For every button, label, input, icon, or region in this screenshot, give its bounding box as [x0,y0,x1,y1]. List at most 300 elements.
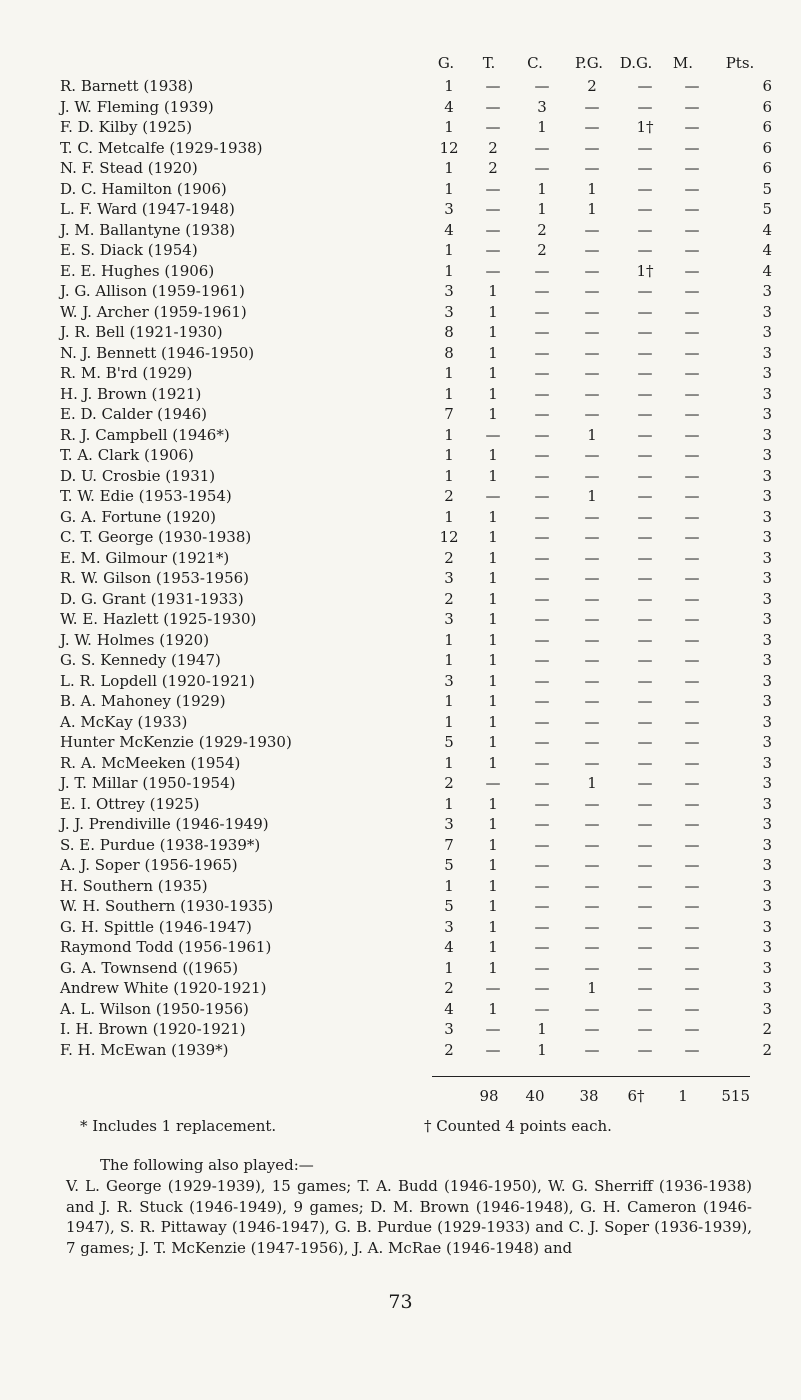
cell-t: 1 [488,569,498,587]
cell-c: — [534,528,550,546]
table-row [60,322,772,343]
cell-g: 1 [444,179,454,198]
cell-m: — [684,979,700,997]
cell-t: — [485,179,501,198]
player-name: W. J. Archer (1959-1961) [60,302,247,321]
cell-dg: — [637,589,653,608]
cell-dg: — [637,384,653,403]
cell-dg: — [637,466,653,485]
player-name: N. J. Bennett (1946-1950) [60,343,255,362]
cell-pg: — [584,548,600,567]
cell-pts: 3 [762,405,772,423]
table-row [60,958,772,979]
cell-t: 1 [488,712,498,731]
cell-g: 8 [444,343,454,362]
cell-g: 2 [444,548,454,567]
table-row [60,527,772,548]
cell-dg: — [637,651,653,669]
player-name: D. G. Grant (1931-1933) [60,589,244,608]
cell-pts: 4 [762,261,772,280]
table-row [60,97,772,118]
table-row [60,220,772,241]
player-name: Raymond Todd (1956-1961) [60,938,272,956]
table-row [60,281,772,302]
player-name: T. W. Edie (1953-1954) [60,487,232,505]
cell-m: — [684,343,700,362]
player-name: E. M. Gilmour (1921*) [60,548,230,567]
cell-pts: 3 [762,733,772,751]
cell-t: 1 [488,999,498,1018]
cell-pts: 6 [762,118,772,136]
table-row [60,978,772,999]
column-header: M. [672,54,694,72]
cell-pg: — [584,917,600,936]
cell-m: — [684,261,700,280]
cell-c: — [534,897,550,915]
total-pg: 38 [579,1087,599,1105]
cell-c: — [534,343,550,362]
cell-pts: 4 [762,220,772,239]
cell-pg: — [584,815,600,833]
cell-pts: 3 [762,548,772,567]
cell-pg: — [584,610,600,628]
player-name: I. H. Brown (1920-1921) [60,1020,246,1038]
cell-pts: 6 [762,77,772,95]
table-row [60,568,772,589]
cell-t: 1 [488,528,498,546]
cell-pts: 3 [762,999,772,1018]
cell-c: — [534,364,550,382]
player-name: L. F. Ward (1947-1948) [60,200,235,218]
cell-t: 1 [488,753,498,772]
cell-c: 3 [537,97,547,116]
cell-pg: — [584,733,600,751]
cell-t: 1 [488,630,498,649]
table-row [60,794,772,815]
cell-dg: — [637,938,653,956]
cell-t: — [485,261,501,280]
cell-t: 1 [488,835,498,854]
cell-c: — [534,466,550,485]
player-name: F. H. McEwan (1939*) [60,1040,229,1059]
cell-dg: — [637,569,653,587]
cell-g: 4 [444,220,454,239]
table-row [60,1019,772,1040]
player-name: E. E. Hughes (1906) [60,261,215,280]
cell-pts: 3 [762,835,772,854]
cell-g: 1 [444,876,454,895]
cell-dg: — [637,815,653,833]
player-name: G. S. Kennedy (1947) [60,651,221,669]
cell-pts: 3 [762,794,772,813]
total-dg: 6† [627,1087,645,1105]
cell-pg: — [584,507,600,526]
cell-c: — [534,384,550,403]
cell-dg: — [637,302,653,321]
table-row [60,999,772,1020]
cell-g: 3 [444,917,454,936]
cell-pg: — [584,569,600,587]
cell-pg: — [584,528,600,546]
cell-pts: 3 [762,671,772,690]
cell-t: — [485,200,501,218]
cell-pg: — [584,630,600,649]
cell-c: 1 [537,1020,547,1038]
cell-pg: — [584,220,600,239]
cell-dg: — [637,487,653,505]
table-row [60,896,772,917]
cell-pg: — [584,159,600,177]
cell-pts: 3 [762,343,772,362]
column-header: C. [527,54,543,72]
cell-pg: — [584,384,600,403]
cell-dg: — [637,77,653,95]
cell-t: — [485,77,501,95]
cell-t: — [485,1040,501,1059]
table-row [60,138,772,159]
cell-c: — [534,323,550,341]
cell-dg: — [637,446,653,464]
player-name: D. U. Crosbie (1931) [60,466,216,485]
table-row [60,302,772,323]
cell-c: — [534,876,550,895]
cell-c: — [534,651,550,669]
cell-dg: — [637,138,653,157]
cell-c: 1 [537,1040,547,1059]
cell-dg: — [637,282,653,300]
column-header: D.G. [619,54,653,72]
cell-pg: — [584,405,600,423]
player-name: E. D. Calder (1946) [60,405,208,423]
cell-t: — [485,425,501,444]
cell-m: — [684,1040,700,1059]
cell-pts: 3 [762,282,772,300]
cell-m: — [684,876,700,895]
table-row [60,814,772,835]
player-name: Andrew White (1920-1921) [60,979,267,997]
cell-c: — [534,958,550,977]
table-row [60,158,772,179]
player-name: E. I. Ottrey (1925) [60,794,200,813]
cell-t: — [485,220,501,239]
player-name: A. J. Soper (1956-1965) [60,856,238,874]
cell-pts: 4 [762,241,772,259]
cell-pg: — [584,999,600,1018]
cell-dg: — [637,528,653,546]
cell-pts: 3 [762,569,772,587]
cell-pts: 3 [762,938,772,956]
cell-m: — [684,589,700,608]
cell-t: 1 [488,671,498,690]
cell-g: 12 [439,138,459,157]
cell-g: 5 [444,733,454,751]
cell-c: — [534,835,550,854]
cell-t: 1 [488,323,498,341]
cell-c: — [534,815,550,833]
cell-g: 1 [444,384,454,403]
player-name: R. M. B'rd (1929) [60,364,193,382]
cell-c: — [534,938,550,956]
table-row [60,1040,772,1061]
cell-pts: 3 [762,876,772,895]
player-name: J. J. Prendiville (1946-1949) [60,815,269,833]
cell-c: — [534,569,550,587]
page-number: 73 [388,1291,413,1313]
player-name: J. T. Millar (1950-1954) [60,774,236,792]
cell-g: 3 [444,671,454,690]
cell-c: — [534,630,550,649]
player-name: R. J. Campbell (1946*) [60,425,230,444]
cell-g: 3 [444,200,454,218]
cell-m: — [684,179,700,198]
cell-dg: — [637,159,653,177]
cell-dg: — [637,671,653,690]
cell-c: — [534,446,550,464]
cell-m: — [684,302,700,321]
cell-g: 1 [444,712,454,731]
cell-c: — [534,610,550,628]
column-header: G. [437,54,455,72]
cell-g: 1 [444,446,454,464]
cell-pg: — [584,138,600,157]
cell-dg: — [637,774,653,792]
cell-c: — [534,77,550,95]
cell-t: — [485,118,501,136]
column-header: P.G. [574,54,604,72]
cell-g: 2 [444,979,454,997]
player-name: T. C. Metcalfe (1929-1938) [60,138,263,157]
cell-c: — [534,405,550,423]
table-row [60,773,772,794]
cell-dg: — [637,220,653,239]
cell-m: — [684,405,700,423]
cell-g: 3 [444,282,454,300]
cell-m: — [684,999,700,1018]
cell-pts: 3 [762,589,772,608]
cell-dg: — [637,897,653,915]
also-played-heading: The following also played:— [100,1156,314,1174]
cell-g: 1 [444,958,454,977]
cell-pts: 3 [762,528,772,546]
cell-m: — [684,774,700,792]
total-pts: 515 [721,1087,750,1105]
cell-pg: 2 [587,77,597,95]
cell-pg: — [584,897,600,915]
cell-m: — [684,323,700,341]
table-row [60,240,772,261]
player-name: T. A. Clark (1906) [60,446,194,464]
cell-dg: — [637,1020,653,1038]
cell-g: 2 [444,589,454,608]
player-name: J. G. Allison (1959-1961) [60,282,245,300]
player-name: E. S. Diack (1954) [60,241,198,259]
cell-m: — [684,528,700,546]
cell-t: 1 [488,282,498,300]
cell-t: 1 [488,692,498,710]
cell-m: — [684,712,700,731]
cell-pts: 3 [762,979,772,997]
cell-pg: — [584,938,600,956]
cell-m: — [684,651,700,669]
cell-m: — [684,938,700,956]
cell-dg: — [637,794,653,813]
cell-g: 1 [444,261,454,280]
cell-t: 1 [488,446,498,464]
cell-pg: — [584,261,600,280]
cell-pts: 3 [762,917,772,936]
cell-c: — [534,712,550,731]
cell-m: — [684,610,700,628]
player-name: J. W. Holmes (1920) [60,630,210,649]
cell-dg: — [637,343,653,362]
cell-pts: 3 [762,487,772,505]
cell-g: 3 [444,302,454,321]
cell-c: — [534,733,550,751]
cell-pg: — [584,282,600,300]
cell-t: — [485,979,501,997]
cell-t: 1 [488,364,498,382]
cell-dg: — [637,323,653,341]
player-name: B. A. Mahoney (1929) [60,692,226,710]
cell-pg: — [584,1040,600,1059]
cell-m: — [684,548,700,567]
cell-c: — [534,282,550,300]
cell-m: — [684,917,700,936]
cell-m: — [684,425,700,444]
cell-m: — [684,835,700,854]
cell-pts: 3 [762,897,772,915]
cell-dg: 1† [636,118,654,136]
cell-c: — [534,487,550,505]
cell-g: 5 [444,856,454,874]
cell-pts: 3 [762,364,772,382]
cell-c: — [534,302,550,321]
cell-m: — [684,569,700,587]
cell-pg: — [584,876,600,895]
cell-dg: — [637,548,653,567]
table-row [60,384,772,405]
cell-pg: 1 [587,774,597,792]
footnote-asterisk: * Includes 1 replacement. [80,1117,277,1135]
cell-g: 3 [444,1020,454,1038]
cell-t: 1 [488,651,498,669]
cell-t: 1 [488,733,498,751]
cell-g: 12 [439,528,459,546]
totals-rule [432,1076,750,1077]
player-name: C. T. George (1930-1938) [60,528,252,546]
cell-dg: — [637,97,653,116]
cell-g: 1 [444,507,454,526]
cell-m: — [684,753,700,772]
cell-g: 3 [444,815,454,833]
cell-pts: 3 [762,753,772,772]
cell-g: 1 [444,425,454,444]
player-name: J. M. Ballantyne (1938) [60,220,236,239]
cell-g: 1 [444,77,454,95]
cell-c: 2 [537,220,547,239]
footnote-dagger: † Counted 4 points each. [424,1117,612,1135]
cell-dg: — [637,979,653,997]
player-name: W. E. Hazlett (1925-1930) [60,610,257,628]
cell-pg: — [584,241,600,259]
cell-pg: — [584,466,600,485]
table-row [60,404,772,425]
cell-g: 1 [444,692,454,710]
cell-pg: 1 [587,487,597,505]
total-c: 40 [525,1087,545,1105]
player-name: H. Southern (1935) [60,876,208,895]
cell-g: 1 [444,364,454,382]
cell-pts: 5 [762,200,772,218]
cell-dg: — [637,405,653,423]
cell-dg: — [637,200,653,218]
cell-m: — [684,364,700,382]
cell-dg: — [637,692,653,710]
cell-pg: — [584,692,600,710]
cell-c: — [534,548,550,567]
cell-dg: — [637,364,653,382]
cell-pg: — [584,835,600,854]
cell-t: — [485,774,501,792]
cell-pts: 2 [762,1040,772,1059]
cell-c: — [534,753,550,772]
table-row [60,732,772,753]
cell-t: 2 [488,138,498,157]
cell-pg: — [584,343,600,362]
cell-m: — [684,241,700,259]
player-name: H. J. Brown (1921) [60,384,202,403]
cell-g: 1 [444,118,454,136]
cell-g: 7 [444,835,454,854]
cell-m: — [684,1020,700,1038]
table-row [60,609,772,630]
cell-pts: 3 [762,651,772,669]
cell-c: — [534,979,550,997]
cell-c: 1 [537,118,547,136]
cell-g: 2 [444,774,454,792]
cell-g: 7 [444,405,454,423]
cell-m: — [684,159,700,177]
cell-dg: — [637,753,653,772]
column-header: T. [482,54,496,72]
cell-t: 1 [488,589,498,608]
cell-pts: 3 [762,610,772,628]
cell-dg: — [637,507,653,526]
cell-g: 5 [444,897,454,915]
cell-t: — [485,241,501,259]
cell-pg: — [584,446,600,464]
cell-t: 1 [488,917,498,936]
cell-m: — [684,220,700,239]
cell-pg: — [584,753,600,772]
cell-pg: — [584,958,600,977]
table-row [60,199,772,220]
cell-t: 2 [488,159,498,177]
cell-pts: 3 [762,958,772,977]
cell-g: 1 [444,241,454,259]
table-row [60,466,772,487]
table-row [60,917,772,938]
cell-t: 1 [488,343,498,362]
cell-pg: — [584,712,600,731]
cell-t: 1 [488,548,498,567]
cell-dg: 1† [636,261,654,280]
player-name: R. W. Gilson (1953-1956) [60,569,250,587]
cell-g: 1 [444,159,454,177]
cell-pg: — [584,589,600,608]
player-name: N. F. Stead (1920) [60,159,198,177]
table-row [60,76,772,97]
